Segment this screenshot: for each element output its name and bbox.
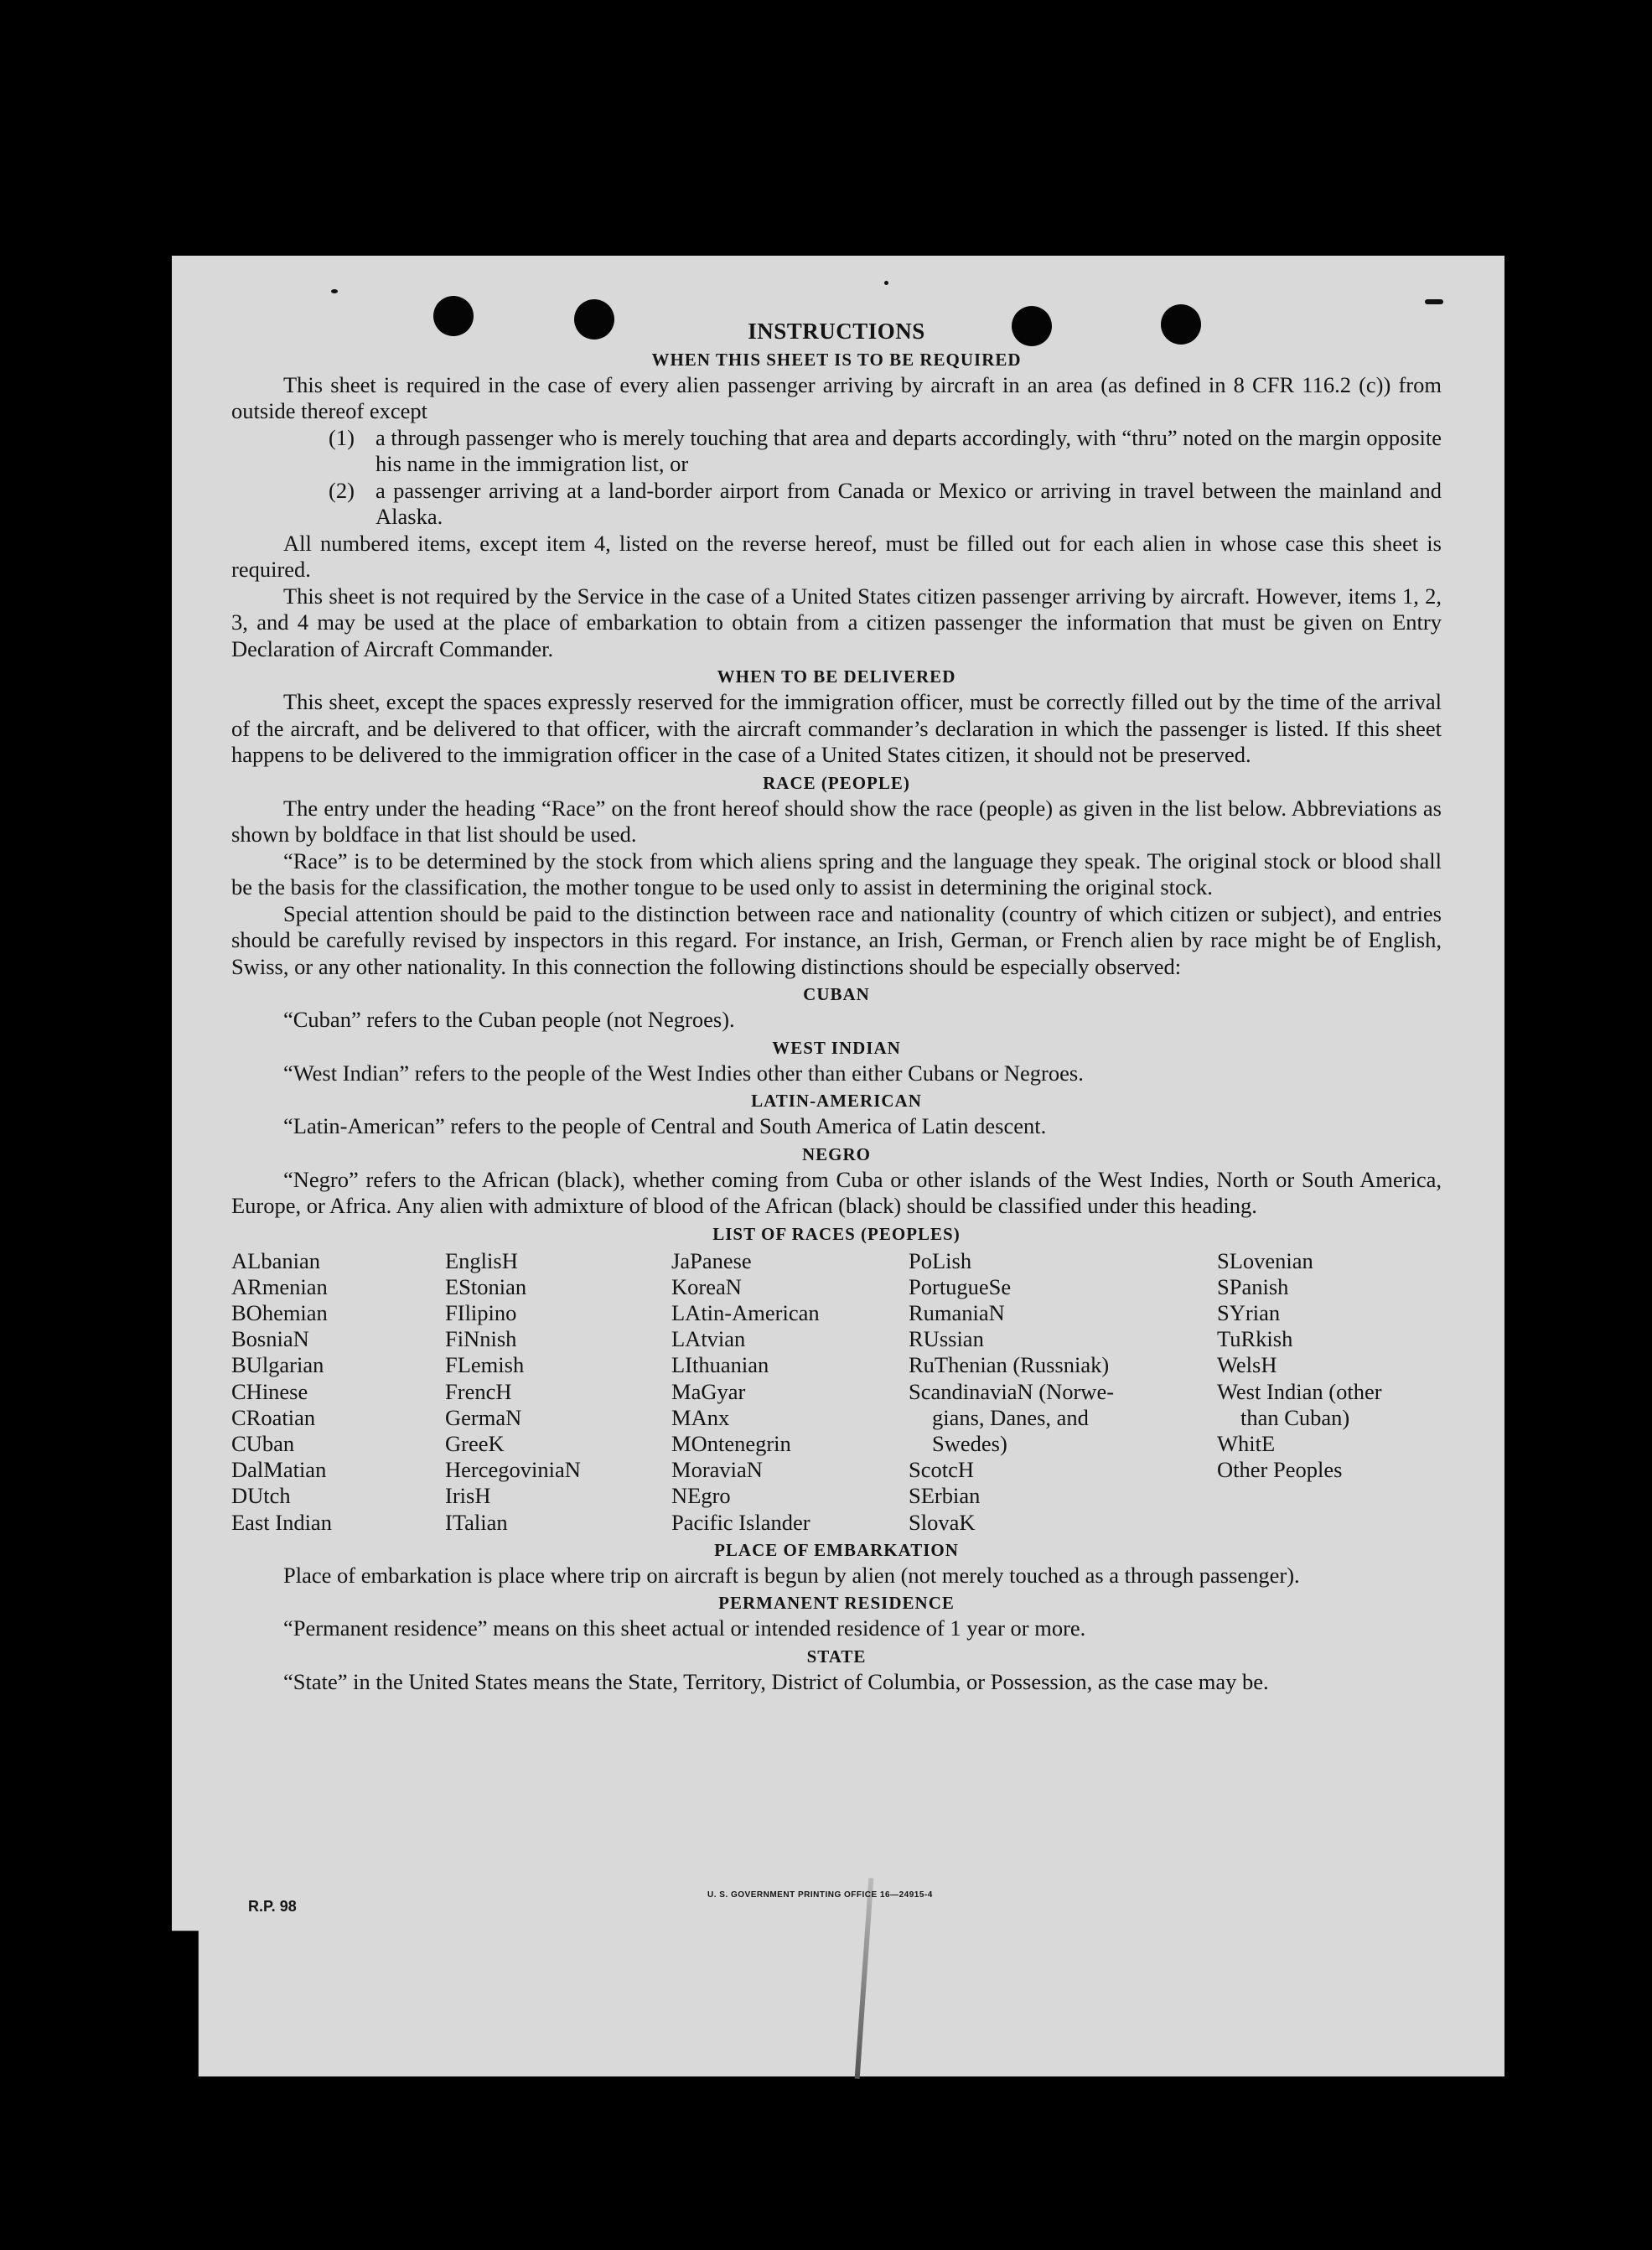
race-item: LAtvian xyxy=(671,1326,746,1352)
paragraph: “Cuban” refers to the Cuban people (not Negroes). xyxy=(283,1007,735,1032)
race-item: CHinese xyxy=(231,1378,308,1404)
speck xyxy=(331,289,338,293)
section-heading: STATE xyxy=(806,1646,867,1667)
paragraph: This sheet is required in the case of every alien passenger arriving by aircraft in an area (as defined in 8 CFR 116.2 (c)) from outside thereof except xyxy=(231,371,1442,423)
race-column xyxy=(231,1248,445,1536)
race-item: ScandinaviaN (Norwe- xyxy=(909,1378,1115,1404)
speck xyxy=(884,281,888,285)
race-item: EStonian xyxy=(445,1273,527,1299)
item-number: (1) xyxy=(329,424,355,450)
paragraph: “West Indian” refers to the people of the West Indies other than either Cubans or Negroes. xyxy=(283,1060,1084,1086)
section-heading: RACE (PEOPLE) xyxy=(763,772,910,793)
race-item: MoraviaN xyxy=(671,1457,763,1483)
race-item: JaPanese xyxy=(671,1247,752,1273)
race-item: Pacific Islander xyxy=(671,1509,810,1535)
race-item: than Cuban) xyxy=(1240,1404,1350,1430)
race-item: gians, Danes, and xyxy=(932,1404,1089,1430)
item-text: a through passenger who is merely touching that area and departs accordingly, with “thru” noted on the margin opposite his name in the immigration list, or xyxy=(375,424,1442,476)
race-item: East Indian xyxy=(231,1509,332,1535)
paragraph: Special attention should be paid to the distinction between race and nationality (country of which citizen or subject), and entries should be carefully revised by inspectors in this regard. For instance, an Irish, German, or French alien by race might be of English, Swiss, or any other nationality. In this connection the following distinctions should be especially observed: xyxy=(231,900,1442,979)
race-item: Other Peoples xyxy=(1217,1457,1343,1483)
section-heading: WEST INDIAN xyxy=(772,1037,901,1058)
race-item: RuThenian (Russniak) xyxy=(909,1352,1110,1378)
race-item: MAnx xyxy=(671,1404,730,1430)
race-item: BUlgarian xyxy=(231,1352,324,1378)
printer-imprint: U. S. GOVERNMENT PRINTING OFFICE 16—24915-4 xyxy=(707,1890,933,1900)
race-item: ARmenian xyxy=(231,1273,328,1299)
race-item: ScotcH xyxy=(909,1457,975,1483)
race-item: HercegoviniaN xyxy=(445,1457,581,1483)
form-number: R.P. 98 xyxy=(248,1898,297,1915)
speck xyxy=(1425,299,1443,304)
race-item: BOhemian xyxy=(231,1299,328,1325)
race-item: FiNnish xyxy=(445,1326,517,1352)
race-item: CUban xyxy=(231,1430,295,1456)
race-item: WelsH xyxy=(1217,1352,1277,1378)
race-item: WhitE xyxy=(1217,1430,1276,1456)
paragraph: “Latin-American” refers to the people of Central and South America of Latin descent. xyxy=(283,1113,1047,1138)
race-item: KoreaN xyxy=(671,1273,742,1299)
instructions-body xyxy=(231,319,1442,1695)
race-item: NEgro xyxy=(671,1483,731,1509)
race-item: GreeK xyxy=(445,1430,505,1456)
race-item: SLovenian xyxy=(1217,1247,1313,1273)
item-text: a passenger arriving at a land-border airport from Canada or Mexico or arriving in travel between the mainland and Alaska. xyxy=(375,477,1442,529)
race-item: LAtin-American xyxy=(671,1299,820,1325)
paragraph: This sheet is not required by the Service in the case of a United States citizen passenger arriving by aircraft. However, items 1, 2, 3, and 4 may be used at the place of embarkation to obtain from a citizen passenger the information that must be given on Entry Declaration of Aircraft Commander. xyxy=(231,583,1442,661)
race-item: RumaniaN xyxy=(909,1299,1005,1325)
race-item: West Indian (other xyxy=(1217,1378,1382,1404)
race-item: MaGyar xyxy=(671,1378,746,1404)
race-item: Swedes) xyxy=(932,1430,1007,1456)
race-item: ALbanian xyxy=(231,1247,320,1273)
race-item: SPanish xyxy=(1217,1273,1289,1299)
race-column xyxy=(671,1248,909,1536)
race-item: SlovaK xyxy=(909,1509,976,1535)
paragraph: Place of embarkation is place where trip on aircraft is begun by alien (not merely touched as a through passenger). xyxy=(283,1562,1300,1588)
race-item: CRoatian xyxy=(231,1404,316,1430)
section-heading: PLACE OF EMBARKATION xyxy=(714,1539,959,1560)
list-item xyxy=(329,478,1442,531)
race-item: IrisH xyxy=(445,1483,491,1509)
race-item: RUssian xyxy=(909,1326,984,1352)
race-item: FIlipino xyxy=(445,1299,517,1325)
race-item: DalMatian xyxy=(231,1457,327,1483)
paragraph: This sheet, except the spaces expressly reserved for the immigration officer, must be correctly filled out by the time of the arrival of the aircraft, and be delivered to that officer, with the aircraft commander’s declaration in which the passenger is listed. If this sheet happens to be delivered to the immigration officer in the case of a United States citizen, it should not be preserved. xyxy=(231,689,1442,767)
race-item: SYrian xyxy=(1217,1299,1281,1325)
race-column xyxy=(445,1248,671,1536)
section-heading: PERMANENT RESIDENCE xyxy=(718,1593,955,1614)
list-item xyxy=(329,425,1442,478)
race-item: MOntenegrin xyxy=(671,1430,791,1456)
section-heading: WHEN THIS SHEET IS TO BE REQUIRED xyxy=(651,349,1022,370)
race-column xyxy=(1217,1248,1442,1536)
item-number: (2) xyxy=(329,477,355,503)
race-item: GermaN xyxy=(445,1404,522,1430)
paragraph: The entry under the heading “Race” on the front hereof should show the race (people) as given in the list below. Abbreviations as shown by boldface in that list should be used. xyxy=(231,795,1442,847)
section-heading: LIST OF RACES (PEOPLES) xyxy=(712,1223,961,1244)
paragraph: All numbered items, except item 4, listed on the reverse hereof, must be filled out for each alien in whose case this sheet is required. xyxy=(231,530,1442,582)
page-title: INSTRUCTIONS xyxy=(748,319,925,344)
race-item: SErbian xyxy=(909,1483,981,1509)
race-column xyxy=(909,1248,1217,1536)
race-item: DUtch xyxy=(231,1483,291,1509)
race-item: TuRkish xyxy=(1217,1326,1293,1352)
race-item: ITalian xyxy=(445,1509,508,1535)
race-item: BosniaN xyxy=(231,1326,309,1352)
paragraph: “Permanent residence” means on this sheet actual or intended residence of 1 year or more. xyxy=(283,1615,1086,1641)
race-item: FLemish xyxy=(445,1352,525,1378)
race-item: FrencH xyxy=(445,1378,512,1404)
section-heading: LATIN-AMERICAN xyxy=(751,1091,922,1111)
race-item: LIthuanian xyxy=(671,1352,769,1378)
paragraph: “Race” is to be determined by the stock from which aliens spring and the language they speak. The original stock or blood shall be the basis for the classification, the mother tongue to be used only to assist in determining the original stock. xyxy=(231,848,1442,899)
section-heading: NEGRO xyxy=(801,1143,871,1164)
race-item: PortugueSe xyxy=(909,1273,1012,1299)
section-heading: CUBAN xyxy=(803,984,870,1004)
paragraph: “Negro” refers to the African (black), whether coming from Cuba or other islands of the West Indies, North or South America, Europe, or Africa. Any alien with admixture of blood of the African (black) should be classified under this heading. xyxy=(231,1166,1442,1218)
section-heading: WHEN TO BE DELIVERED xyxy=(717,666,956,687)
race-item: EnglisH xyxy=(445,1247,518,1273)
race-item: PoLish xyxy=(909,1247,972,1273)
paragraph: “State” in the United States means the State, Territory, District of Columbia, or Possession, as the case may be. xyxy=(283,1668,1269,1694)
race-list xyxy=(231,1248,1442,1536)
